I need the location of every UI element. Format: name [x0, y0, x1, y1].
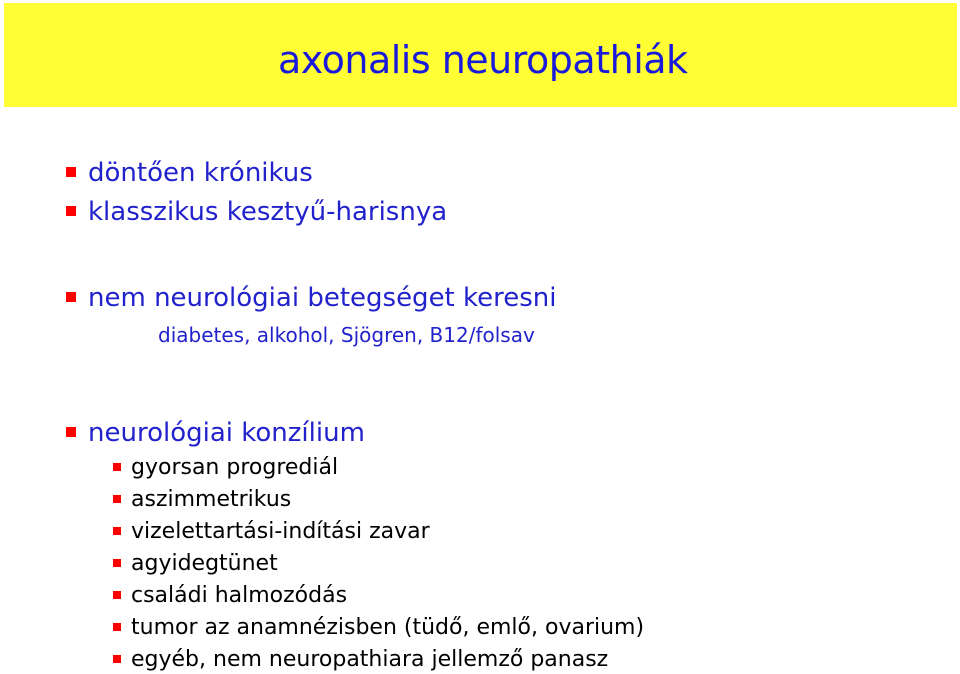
sub-bullet-item: vizelettartási-indítási zavar — [131, 519, 430, 544]
bullet-subtext: diabetes, alkohol, Sjögren, B12/folsav — [158, 323, 535, 347]
sub-bullet-marker — [113, 655, 121, 663]
bullet-marker — [66, 206, 76, 216]
bullet-marker — [66, 427, 76, 437]
sub-bullet-item: tumor az anamnézisben (tüdő, emlő, ovarium) — [131, 615, 645, 640]
bullet-item: neurológiai konzílium — [88, 418, 365, 448]
sub-bullet-marker — [113, 495, 121, 503]
bullet-marker — [66, 167, 76, 177]
sub-bullet-marker — [113, 527, 121, 535]
bullet-item: klasszikus kesztyű-harisnya — [88, 197, 448, 227]
sub-bullet-marker — [113, 591, 121, 599]
bullet-marker — [66, 292, 76, 302]
sub-bullet-item: agyidegtünet — [131, 551, 278, 576]
sub-bullet-item: aszimmetrikus — [131, 487, 292, 512]
sub-bullet-marker — [113, 463, 121, 471]
sub-bullet-item: egyéb, nem neuropathiara jellemző panasz — [131, 647, 609, 672]
sub-bullet-item: gyorsan progrediál — [131, 455, 339, 480]
sub-bullet-item: családi halmozódás — [131, 583, 348, 608]
slide-title: axonalis neuropathiák — [278, 38, 688, 82]
bullet-item: döntően krónikus — [88, 158, 313, 188]
sub-bullet-marker — [113, 623, 121, 631]
bullet-item: nem neurológiai betegséget keresni — [88, 283, 557, 313]
sub-bullet-marker — [113, 559, 121, 567]
